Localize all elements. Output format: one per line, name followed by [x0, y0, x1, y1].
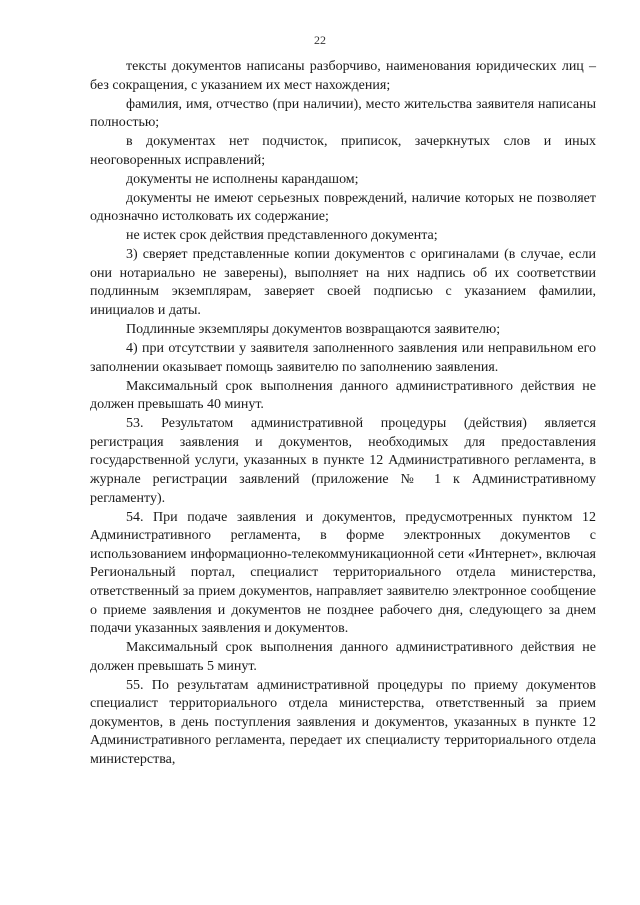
paragraph: не истек срок действия представленного документа; [126, 228, 438, 244]
paragraph: фамилия, имя, отчество (при наличии), место жительства заявителя написаны полностью; [90, 96, 596, 131]
paragraph: в документах нет подчисток, приписок, зачеркнутых слов и иных неоговоренных исправлений; [90, 134, 596, 168]
page-number: 22 [314, 33, 326, 47]
paragraph: документы не имеют серьезных повреждений, наличие которых не позволяет однозначно истолковать их содержание; [90, 190, 596, 225]
paragraph: документы не исполнены карандашом; [126, 171, 359, 187]
paragraph: 53. Результатом административной процедуры (действия) является регистрация заявления и документов, необходимых для предоставления государственной услуги, указанных в пункте 12 Административного регламента, в журнале регистрации заявлений (приложение № 1 к Административному регламенту). [90, 416, 596, 506]
paragraph: Подлинные экземпляры документов возвращаются заявителю; [126, 322, 501, 338]
paragraph: Максимальный срок выполнения данного административного действия не должен превышать 40 минут. [90, 378, 596, 413]
paragraph: 54. При подаче заявления и документов, предусмотренных пунктом 12 Административного регламента, в форме электронных документов с использованием информационно-телекоммуникационной сети «Интернет», включая Региональный портал, специалист территориального отдела министерства, ответственный за прием документов, направляет заявителю электронное сообщение о приеме заявления и документов не позднее рабочего дня, следующего за днем подачи указанных заявления и документов. [90, 509, 596, 637]
paragraph: 55. По результатам административной процедуры по приему документов специалист территориального отдела министерства, ответственный за прием документов, в день поступления заявления и документов, указанных в пункте 12 Административного регламента, передает их специалисту территориального отдела министерства, [90, 677, 596, 768]
paragraph: 4) при отсутствии у заявителя заполненного заявления или неправильном его заполнении оказывает помощь заявителю по заполнению заявления. [90, 341, 596, 375]
paragraph: тексты документов написаны разборчиво, наименования юридических лиц – без сокращения, с указанием их мест нахождения; [90, 59, 596, 93]
body-text [90, 58, 596, 770]
paragraph: 3) сверяет представленные копии документов с оригиналами (в случае, если они нотариально не заверены), выполняет на них надпись об их соответствии подлинным экземплярам, заверяет своей подписью с указанием фамилии, инициалов и даты. [90, 247, 596, 319]
paragraph: Максимальный срок выполнения данного административного действия не должен превышать 5 минут. [90, 640, 596, 674]
